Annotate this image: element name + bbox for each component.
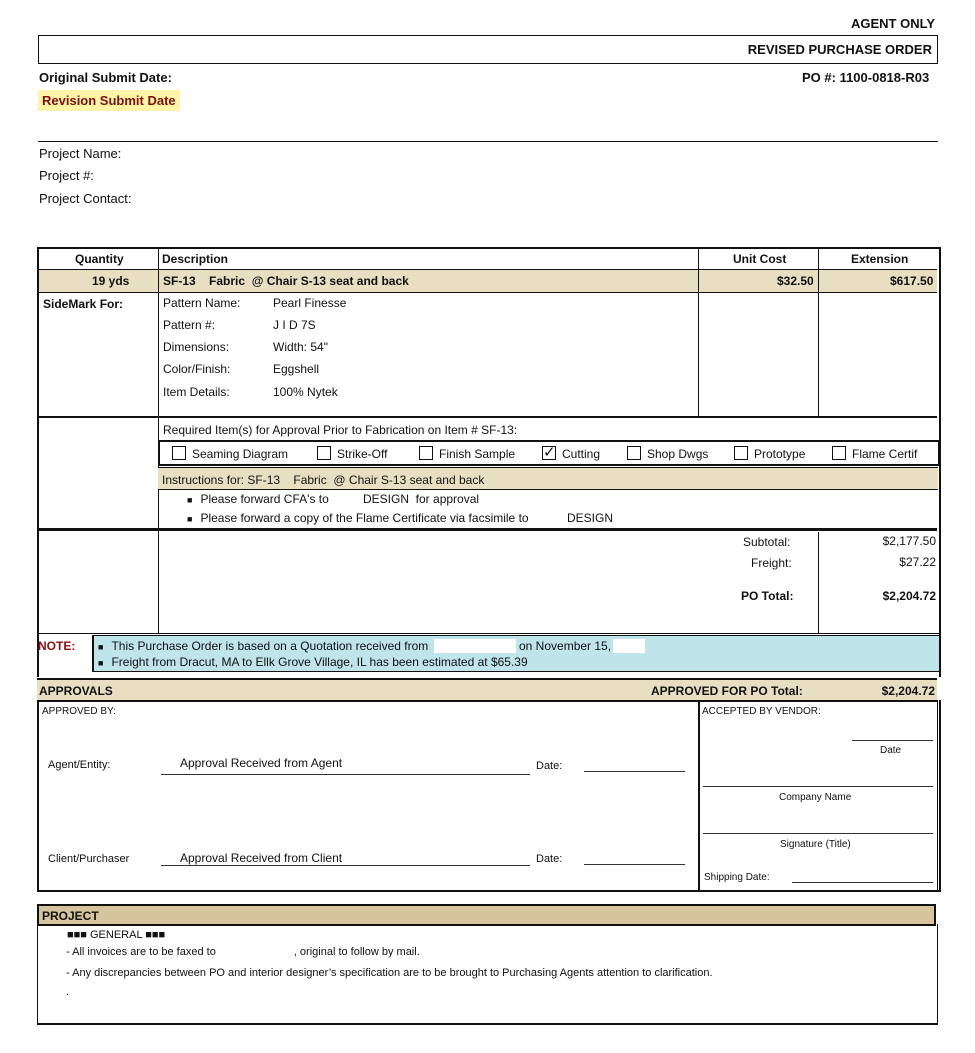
shipping-date-label: Shipping Date: (704, 872, 770, 883)
column-divider (818, 249, 819, 417)
item-extension: $617.50 (890, 274, 934, 288)
vendor-company-line (703, 786, 933, 787)
instruction-line-2: ■ Please forward a copy of the Flame Certificate via facsimile to (187, 511, 529, 525)
invoice-note-suffix: , original to follow by mail. (293, 946, 420, 958)
po-total-label: PO Total: (741, 589, 794, 603)
vendor-date-label: Date (880, 745, 902, 756)
invoice-note (66, 946, 420, 958)
document-title: REVISED PURCHASE ORDER (747, 42, 932, 57)
checkbox-prototype[interactable] (734, 446, 805, 461)
project-contact-label: Project Contact: (39, 191, 132, 206)
general-heading: ■■■ GENERAL ■■■ (67, 929, 166, 941)
revision-submit-date-label: Revision Submit Date (38, 90, 180, 111)
note-line-1: ■ This Purchase Order is based on a Quotation received from (98, 639, 429, 653)
client-date-label: Date: (536, 853, 563, 865)
approval-checkbox-row (158, 440, 940, 466)
approved-by-label: APPROVED BY: (42, 706, 116, 717)
project-section-title: PROJECT (42, 909, 99, 923)
item-details-label: Item Details: (163, 385, 230, 399)
redacted-field (434, 639, 516, 653)
po-number: PO #: 1100-0818-R03 (802, 70, 930, 85)
checkbox-strike-off[interactable] (317, 446, 387, 461)
sidemark-label: SideMark For: (43, 297, 124, 311)
checkbox-label: Cutting (562, 447, 601, 461)
note-divider (37, 633, 939, 634)
header-divider (38, 141, 938, 142)
instruction-line-1: ■ Please forward CFA's to (187, 492, 329, 506)
shipping-date-line (792, 882, 933, 883)
project-header (37, 904, 936, 926)
unit-cost-header: Unit Cost (733, 252, 787, 266)
agent-approval-value: Approval Received from Agent (180, 756, 343, 770)
note-label: NOTE: (38, 639, 76, 653)
item-details-value: 100% Nytek (273, 385, 338, 399)
checkbox-label: Strike-Off (337, 447, 388, 461)
client-approval-value: Approval Received from Client (180, 851, 343, 865)
subtotal-label: Subtotal: (743, 535, 791, 549)
checkbox-cutting[interactable] (542, 446, 600, 461)
accepted-by-vendor-label: ACCEPTED BY VENDOR: (702, 706, 821, 717)
vendor-date-line (852, 740, 933, 741)
note-text: Freight from Dracut, MA to Ellk Grove Village, IL has been estimated at $65.39 (111, 655, 528, 669)
item-quantity: 19 yds (92, 274, 130, 288)
checkbox-label: Finish Sample (439, 447, 516, 461)
po-total-value: $2,204.72 (882, 589, 936, 603)
dimensions-label: Dimensions: (163, 340, 230, 354)
note-dot: . (66, 986, 70, 998)
section-divider (39, 528, 937, 531)
invoice-note-text: - All invoices are to be faxed to (66, 946, 216, 958)
approved-total: $2,204.72 (881, 684, 935, 698)
pattern-number-value: J I D 7S (273, 318, 316, 332)
checkbox-flame-certif[interactable] (832, 446, 917, 461)
column-divider (818, 532, 819, 633)
checkbox-shop-dwgs[interactable] (627, 446, 708, 461)
pattern-name-label: Pattern Name: (163, 296, 241, 310)
pattern-number-label: Pattern #: (163, 318, 216, 332)
approval-items-heading: Required Item(s) for Approval Prior to Fabrication on Item # SF-13: (163, 423, 518, 437)
description-header: Description (162, 252, 229, 266)
note-box (92, 635, 940, 672)
section-divider (39, 416, 937, 418)
color-finish-label: Color/Finish: (163, 362, 231, 376)
client-date-line (584, 864, 685, 865)
checkbox-label: Shop Dwgs (647, 447, 709, 461)
quantity-header: Quantity (75, 252, 124, 266)
checkbox-label: Seaming Diagram (192, 447, 289, 461)
dimensions-value: Width: 54" (273, 340, 328, 354)
agent-signature-line (161, 774, 530, 775)
approvals-title: APPROVALS (39, 684, 113, 698)
instruction-target-2: DESIGN (567, 511, 614, 525)
extension-header: Extension (851, 252, 909, 266)
checkbox-finish-sample[interactable] (419, 446, 515, 461)
agent-date-label: Date: (536, 760, 563, 772)
original-submit-date-label: Original Submit Date: (39, 70, 172, 85)
freight-value: $27.22 (899, 555, 936, 569)
agent-only-label: AGENT ONLY (851, 16, 936, 31)
item-unit-cost: $32.50 (777, 274, 814, 288)
discrepancy-note: - Any discrepancies between PO and interior designer’s specification are to be brought to Purchasing Agents attention to clarification. (66, 967, 713, 979)
client-signature-line (161, 865, 530, 866)
vendor-company-label: Company Name (779, 792, 852, 803)
approvals-header (37, 678, 937, 702)
column-divider (698, 249, 699, 417)
project-name-label: Project Name: (39, 146, 122, 161)
project-number-label: Project #: (39, 168, 94, 183)
color-finish-value: Eggshell (273, 362, 320, 376)
note-date: on November 15, (519, 639, 612, 653)
note-text: This Purchase Order is based on a Quotation received from (111, 639, 429, 653)
instructions-heading: Instructions for: SF-13 Fabric @ Chair S-13 seat and back (162, 473, 485, 487)
vendor-signature-line (703, 833, 933, 834)
agent-date-line (584, 771, 685, 772)
instruction-text: Please forward a copy of the Flame Certificate via facsimile to (200, 511, 529, 525)
checkbox-seaming-diagram[interactable] (172, 446, 288, 461)
redacted-field (613, 639, 645, 653)
vendor-signature-label: Signature (Title) (780, 839, 851, 850)
instruction-target-1: DESIGN for approval (363, 492, 480, 506)
agent-entity-label: Agent/Entity: (48, 759, 111, 771)
approved-for-label: APPROVED FOR PO Total: (651, 684, 803, 698)
title-bar (38, 35, 938, 64)
instruction-text: Please forward CFA's to (200, 492, 329, 506)
item-description: SF-13 Fabric @ Chair S-13 seat and back (163, 274, 409, 288)
pattern-name-value: Pearl Finesse (273, 296, 347, 310)
client-purchaser-label: Client/Purchaser (48, 853, 130, 865)
checkbox-label: Prototype (754, 447, 806, 461)
checkbox-label: Flame Certif (852, 447, 918, 461)
subtotal-value: $2,177.50 (882, 534, 936, 548)
freight-label: Freight: (751, 556, 792, 570)
note-line-2: ■ Freight from Dracut, MA to Ellk Grove Village, IL has been estimated at $65.39 (98, 655, 528, 669)
instructions-header (158, 467, 938, 490)
